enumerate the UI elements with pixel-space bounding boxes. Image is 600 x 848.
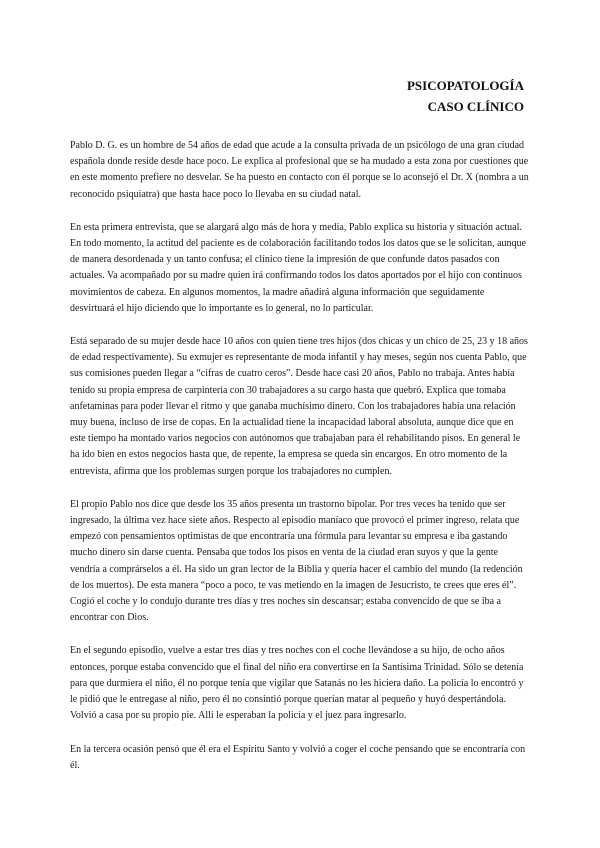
paragraph: En el segundo episodio, vuelve a estar tres días y tres noches con el coche llevándose a su hijo, de ocho años entonces, porque estaba convencido que el final del niño era convertirse en la Santísima Trinidad. Sólo se detenía para que durmiera el niño, él no porque tenía que vigilar que Satanás no les hiciera daño. La policía lo encontró y le pidió que le entregase al niño, pero él no consintió porque querían matar al pequeño y huyó despertándola. Volvió a casa por su propio pie. Allí le esperaban la policía y el juez para ingresarlo. xyxy=(70,645,524,722)
document-body xyxy=(70,138,530,791)
paragraph: En la tercera ocasión pensó que él era el Espíritu Santo y volvió a coger el coche pensando que se encontraría con él. xyxy=(70,743,526,771)
document-subtitle: CASO CLÍNICO xyxy=(427,99,524,114)
paragraph: Está separado de su mujer desde hace 10 años con quien tiene tres hijos (dos chicas y un chico de 25, 23 y 18 años de edad respectivamente). Su exmujer es representante de moda infantil y hay meses, según nos cuenta Pablo, que sus comisiones pueden llegar a “cifras de cuatro ceros”. Desde hace casi 20 años, Pablo no trabaja. Antes había tenido su propia empresa de carpintería con 30 trabajadores a su cargo hasta que quebró. Explica que tomaba anfetaminas para poder llevar el ritmo y que ganaba muchísimo dinero. Con los trabajadores había una relación muy buena, incluso de irse de copas. En la actualidad tiene la incapacidad laboral absoluta, aunque dice que en este tiempo ha montado varios negocios con autónomos que trabajaban para él rehabilitando pisos. En general le ha ido bien en estos negocios hasta que, de repente, la empresa se queda sin encargos. En otro momento de la entrevista, afirma que los problemas surgen porque los trabajadores no cumplen. xyxy=(70,336,528,477)
paragraph: Pablo D. G. es un hombre de 54 años de edad que acude a la consulta privada de un psicólogo de una gran ciudad española donde reside desde hace poco. Le explica al profesional que se ha mudado a esta zona por cuestiones que en este momento prefiere no desvelar. Se ha puesto en contacto con él porque se lo aconsejó el Dr. X (nombra a un reconocido psiquiatra) que hasta hace poco lo llevaba en su ciudad natal. xyxy=(70,140,529,200)
paragraph: El propio Pablo nos dice que desde los 35 años presenta un trastorno bipolar. Por tres veces ha tenido que ser ingresado, la última vez hace siete años. Respecto al episodio maníaco que provocó el primer ingreso, relata que empezó con pensamientos optimistas de que encontraría una fórmula para levantar su empresa e iba gastando mucho dinero sin darse cuenta. Pensaba que todos los pisos en venta de la ciudad eran suyos y que la gente vendría a comprárselos a él. Ha sido un gran lector de la Biblia y quería hacer el cambio del mundo (la redención de los muertos). De esta manera “poco a poco, te vas metiendo en la imagen de Jesucristo, te crees que eres él”. Cogió el coche y lo condujo durante tres días y tres noches sin descansar; estaba convencido de que se iba a encontrar con Dios. xyxy=(70,498,523,624)
document-heading xyxy=(264,75,524,117)
document-title: PSICOPATOLOGÍA xyxy=(406,78,524,93)
paragraph: En esta primera entrevista, que se alargará algo más de hora y media, Pablo explica su historia y situación actual. En todo momento, la actitud del paciente es de colaboración facilitando todos los datos que se le solicitan, aunque de manera desordenada y un tanto confusa; el clínico tiene la impresión de que confunde datos pasados con actuales. Va acompañado por su madre quien irá confirmando todos los datos aportados por el hijo con continuos movimientos de cabeza. En algunos momentos, la madre añadirá alguna información que seguidamente desvirtuará el hijo diciendo que lo importante es lo general, no lo particular. xyxy=(70,221,526,314)
